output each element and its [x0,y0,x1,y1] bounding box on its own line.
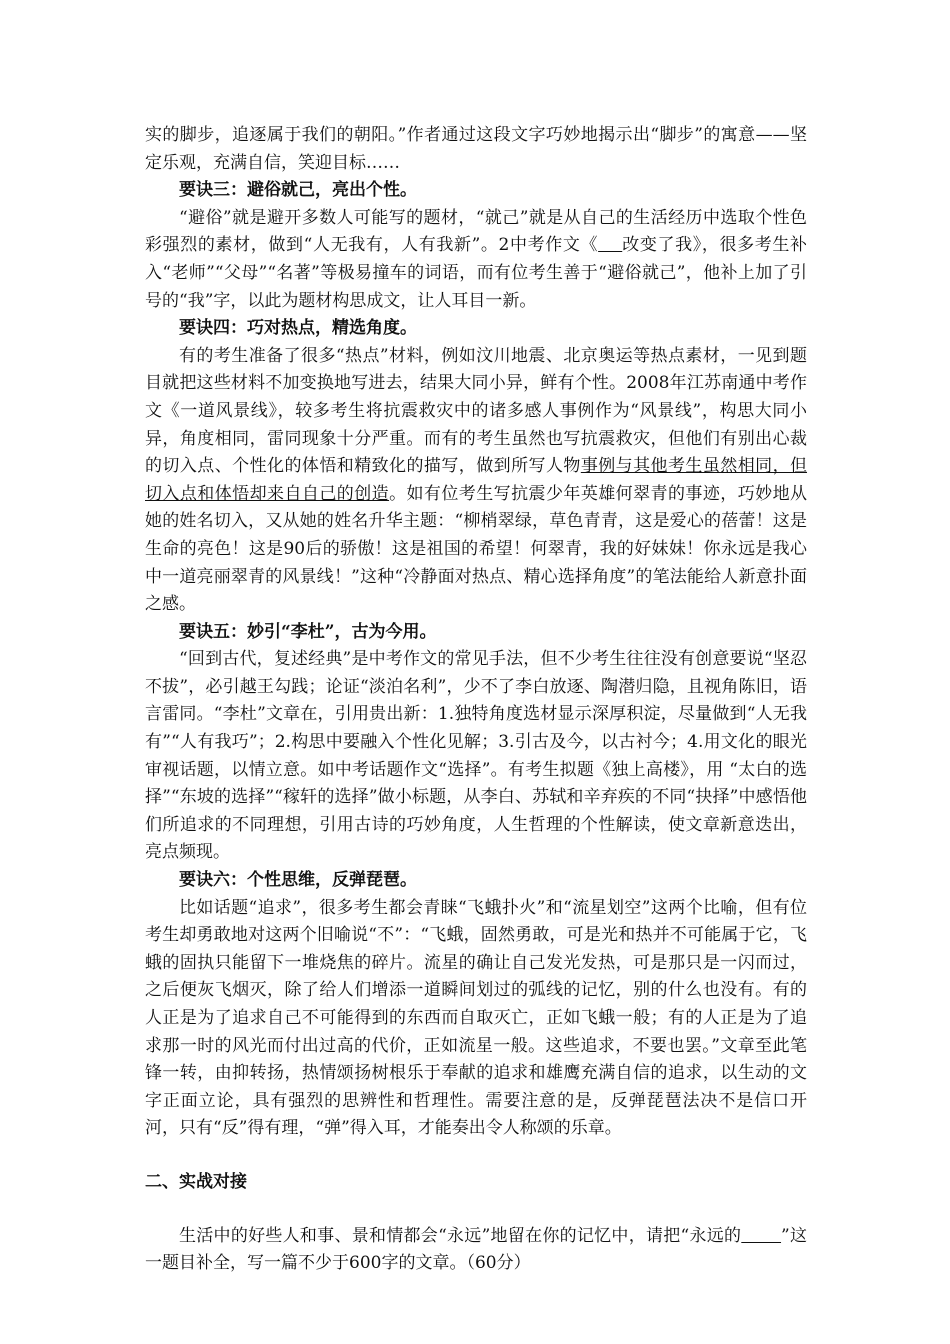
paragraph-text: 改变了我》，很多考生补入“老师”“父母”“名著”等极易撞车的词语，而有位考生善于“避俗就己”，他补上加了引号的“我”字，以此为题材构思成文，让人耳目一新。 [145,235,807,311]
heading-tip-6: 要诀六：个性思维，反弹琵琶。 [179,870,417,891]
paragraph-tip-3 [145,205,807,315]
title-blank [598,235,622,255]
paragraph-text: 有的考生准备了很多“热点”材料，例如汶川地震、北京奥运等热点素材，一见到题目就把这些材料不加变换地写进去，结果大同小异，鲜有个性。2008年江苏南通中考作文《一道风景线》，较多考生将抗震救灾中的诸多感人事例作为“风景线”，构思大同小异，角度相同，雷同现象十分严重。而有的考生虽然也写抗震救灾，但他们有别出心裁的切入点、个性化的体悟和精致化的描写，做到所写人物 [145,345,807,477]
paragraph-text: “避俗”就是避开多数人可能写的题材，“就己”就是从自己的生活经历中选取个性色彩强烈的素材，做到“人无我有，人有我新”。2中考作文《 [145,207,807,256]
paragraph-text: 。如有位考生写抗震少年英雄何翠青的事迹，巧妙地从她的姓名切入，又从她的姓名升华主题：“柳梢翠绿，草色青青，这是爱心的蓓蕾！这是生命的亮色！这是90后的骄傲！这是祖国的希望！何翠青，我的好妹妹！你永远是我心中一道亮丽翠青的风景线！”这种“冷静面对热点、精心选择角度”的笔法能给人新意扑面之感。 [145,483,808,615]
paragraph-text: 生活中的好些人和事、景和情都会“永远”地留在你的记忆中，请把“永远的 [179,1225,742,1246]
heading-tip-4: 要诀四：巧对热点，精选角度。 [179,318,417,339]
section-heading-practice: 二、实战对接 [145,1171,247,1192]
paragraph-tip-5: “回到古代，复述经典”是中考作文的常见手法，但不少考生往往没有创意要说“坚忍不拔”，必引越王勾践；论证“淡泊名利”，少不了李白放逐、陶潜归隐，且视角陈旧，语言雷同。“李杜”文章在，引用贵出新：1.独特角度选材显示深厚积淀，尽量做到“人无我有”“人有我巧”；2.构思中要融入个性化见解；3.引古及今，以古衬今；4.用文化的眼光审视话题，以情立意。如中考话题作文“选择”。有考生拟题《独上高楼》，用 “太白的选择”“东坡的选择”“稼轩的选择”做小标题，从李白、苏轼和辛弃疾的不同“抉择”中感悟他们所追求的不同理想，引用古诗的巧妙角度，人生哲理的个性解读，使文章新意迭出，亮点频现。 [145,649,807,863]
paragraph-text: 实的脚步，追逐属于我们的朝阳。”作者通过这段文字巧妙地揭示出“脚步”的寓意——坚定乐观，充满自信，笑迎目标…… [145,125,807,173]
paragraph-tip-4 [145,343,807,619]
task-blank [741,1226,781,1246]
underlined-text: 事例与其他考生虽然相同，但切入点和体悟却来自自己的创造 [145,456,808,504]
paragraph-intro [145,122,807,177]
paragraph-tip-6: 比如话题“追求”，很多考生都会青睐“飞蛾扑火”和“流星划空”这两个比喻，但有位考生却勇敢地对这两个旧喻说“不”：“飞蛾，固然勇敢，可是光和热并不可能属于它，飞蛾的固执只能留下一堆烧焦的碎片。流星的确让自己发光发热，可是那只是一闪而过，之后便灰飞烟灭，除了给人们增添一道瞬间划过的弧线的记忆，别的什么也没有。有的人正是为了追求自己不可能得到的东西而自取灭亡，正如飞蛾一般；有的人正是为了追求那一时的风光而付出过高的代价，正如流星一般。这些追求，不要也罢。”文章至此笔锋一转，由抑转扬，热情颂扬树根乐于奉献的追求和雄鹰充满自信的追求，以生动的文字正面立论，具有强烈的思辨性和哲理性。需要注意的是，反弹琵琶法决不是信口开河，只有“反”得有理，“弹”得入耳，才能奏出令人称颂的乐章。 [145,897,807,1139]
paragraph-text: ”这一题目补全，写一篇不少于600字的文章。（60分） [145,1225,807,1274]
paragraph-task [145,1223,807,1278]
heading-tip-5: 要诀五：妙引“李杜”，古为今用。 [179,621,437,642]
article-body [145,122,807,1278]
heading-tip-3: 要诀三：避俗就己，亮出个性。 [179,180,417,201]
